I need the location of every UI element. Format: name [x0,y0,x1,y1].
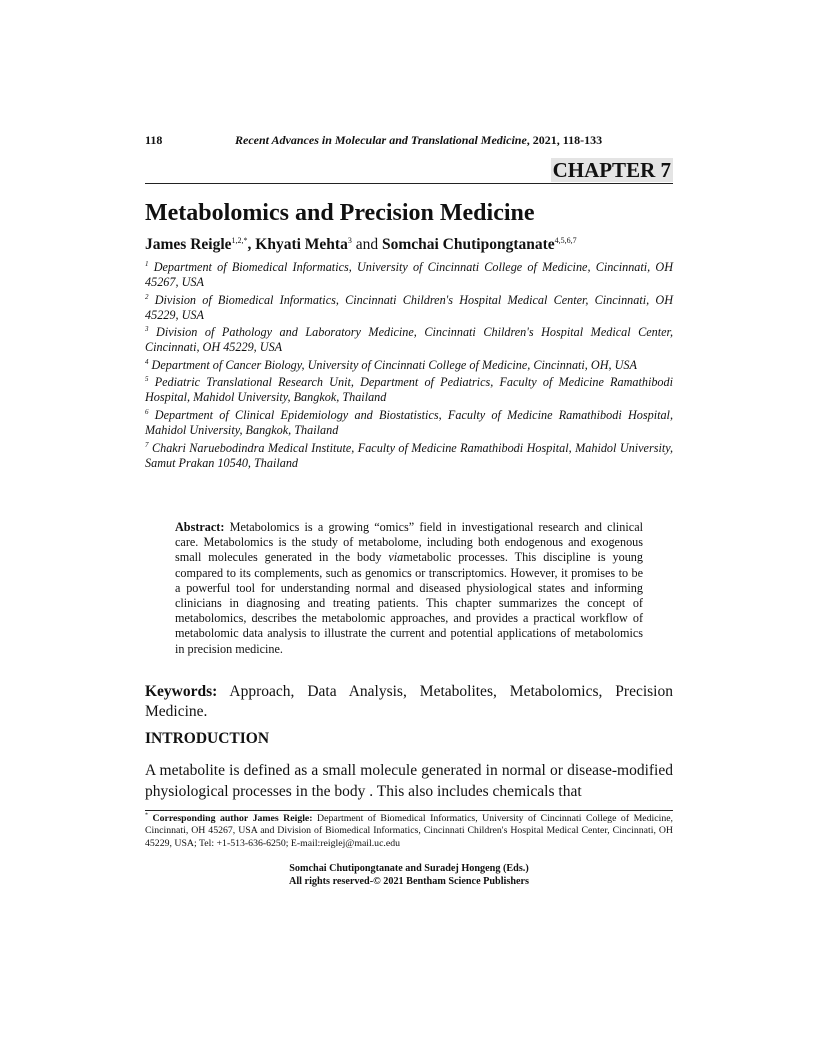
affiliation-number: 1 [145,259,149,268]
author-name: Khyati Mehta [255,236,348,253]
keywords [145,682,673,722]
affiliation-text: Division of Pathology and Laboratory Medicine, Cincinnati Children's Hospital Medical Center, Cincinnati, OH 45229, USA [145,325,673,355]
editors-line: Somchai Chutipongtanate and Suradej Hongeng (Eds.) [289,863,529,874]
rights-line: All rights reserved-© 2021 Bentham Science Publishers [288,875,530,887]
author-affiliation-marker: 3 [347,235,352,245]
page-title: Metabolomics and Precision Medicine [145,200,535,226]
section-heading-introduction: INTRODUCTION [145,730,270,747]
affiliation-item [145,441,673,471]
page-number: 118 [145,133,163,147]
affiliation-item [145,408,673,438]
affiliation-text: Department of Cancer Biology, University of Cincinnati College of Medicine, Cincinnati, OH, USA [151,357,637,372]
affiliation-text: Division of Biomedical Informatics, Cincinnati Children's Hospital Medical Center, Cincinnati, OH 45229, USA [145,292,673,322]
affiliation-text: Department of Biomedical Informatics, University of Cincinnati College of Medicine, Cincinnati, OH 45267, USA [145,260,674,289]
footnote-text: Department of Biomedical Informatics, University of Cincinnati College of Medicine, Cincinnati, OH 45267, USA and Division of Biomedical Informatics, Cincinnati Children's Hospital Medical Center, Cincinnati, OH 45229, USA; Tel: +1-513-636-6250; E-mail:reiglej@mail.uc.edu [145,813,674,849]
journal-citation [235,133,602,148]
footnote-label: Corresponding author James Reigle: [152,813,313,824]
author-affiliation-marker: 1,2,* [231,235,248,245]
author-affiliation-marker: 4,5,6,7 [554,235,577,245]
affiliation-number: 7 [145,440,149,449]
affiliation-item [145,358,673,373]
author-name: Somchai Chutipongtanate [381,236,555,253]
introduction-paragraph: A metabolite is defined as a small molecule generated in normal or disease-modified physiological processes in the body . This also includes chemicals that [145,762,673,800]
chapter-label: CHAPTER 7 [552,158,671,182]
journal-title: Recent Advances in Molecular and Translational Medicine [235,133,527,147]
affiliation-number: 4 [145,357,149,366]
affiliation-number: 2 [145,292,149,301]
affiliation-item [145,375,673,405]
publisher-credits [145,863,673,888]
affiliation-item [145,325,673,355]
footnote-marker: * [145,812,148,819]
keywords-text: Approach, Data Analysis, Metabolites, Metabolomics, Precision Medicine. [145,683,673,720]
abstract-text: Metabolomics is a growing “omics” field in investigational research and clinical care. Metabolomics is the study of metabolome, including both endogenous and exogenous small molecules generated in the body [175,520,643,565]
affiliation-number: 3 [145,325,149,334]
journal-year-pages: , 2021, 118-133 [526,133,603,147]
author-separator: , [247,236,256,253]
footnote [145,813,673,850]
abstract-label: Abstract: [175,520,225,534]
author-name: James Reigle [145,236,232,253]
affiliation-item [145,260,673,290]
affiliation-text: Pediatric Translational Research Unit, Department of Pediatrics, Faculty of Medicine Ramathibodi Hospital, Mahidol University, Bangkok, Thailand [145,375,673,405]
author-list [145,236,577,254]
keywords-label: Keywords: [145,683,218,700]
header-divider [145,183,673,184]
author-separator: and [351,236,382,253]
affiliation-list [145,260,673,473]
abstract-text-cont: metabolic processes. This discipline is young compared to its complements, such as genomics or transcriptomics. However, it promises to be a powerful tool for understanding normal and diseased physiological states and informing clinicians in diagnosing and treating patients. This chapter summarizes the concept of metabolomics, describes the metabolomic approaches, and provides a practical workflow of metabolomic data analysis to illustrate the current and potential applications of metabolomics in precision medicine. [175,550,643,656]
affiliation-number: 6 [145,407,149,416]
affiliation-text: Department of Clinical Epidemiology and Biostatistics, Faculty of Medicine Ramathibodi Hospital, Mahidol University, Bangkok, Thailand [145,407,673,437]
abstract-italic: via [388,550,404,565]
affiliation-number: 5 [145,375,149,384]
footnote-divider [145,810,673,811]
abstract [175,520,643,657]
affiliation-item [145,293,673,323]
affiliation-text: Chakri Naruebodindra Medical Institute, Faculty of Medicine Ramathibodi Hospital, Mahidol University, Samut Prakan 10540, Thailand [145,440,674,470]
